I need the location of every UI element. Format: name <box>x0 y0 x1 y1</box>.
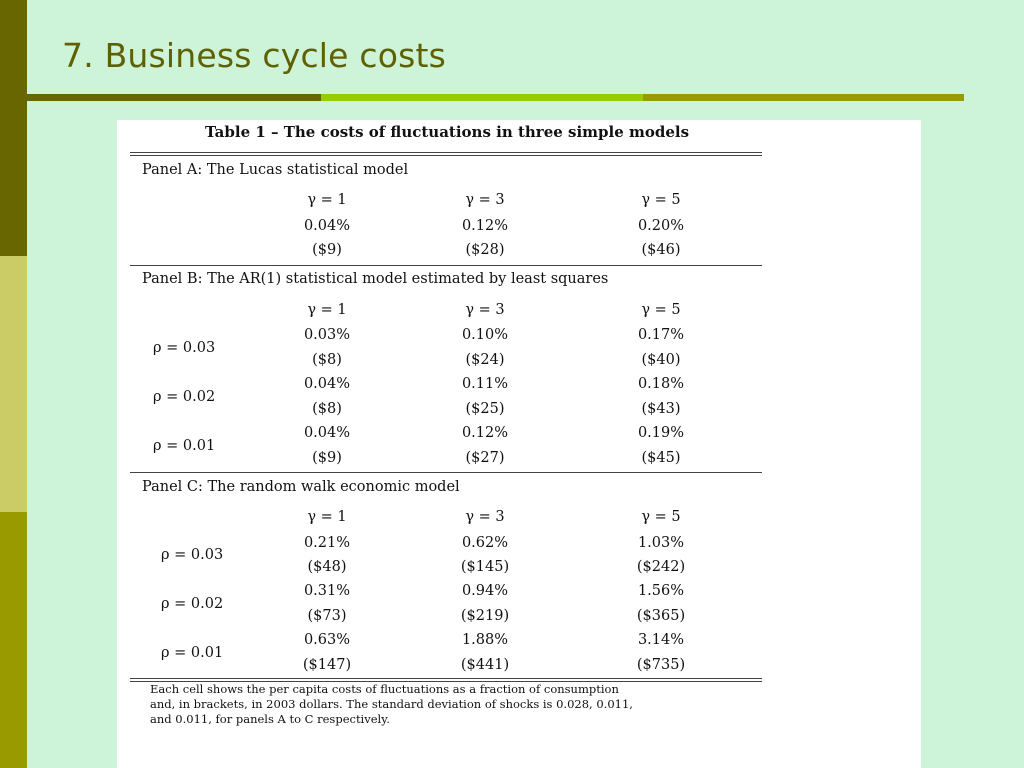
table-cell: 0.94% <box>461 583 509 599</box>
table-cell: ($28) <box>465 242 505 258</box>
table-cell: ($147) <box>302 657 352 673</box>
gamma-header: γ = 3 <box>465 192 505 208</box>
rho-label: ρ = 0.01 <box>153 438 216 454</box>
gamma-header: γ = 1 <box>307 302 347 318</box>
table-cell: 3.14% <box>637 632 685 648</box>
gamma-header: γ = 3 <box>465 302 505 318</box>
table-cell: 0.11% <box>461 376 509 392</box>
rho-label: ρ = 0.02 <box>153 389 216 405</box>
table-cell: 0.12% <box>461 218 509 234</box>
side-bar-top <box>0 0 27 256</box>
rho-label: ρ = 0.02 <box>161 596 224 612</box>
table-caption: Table 1 – The costs of fluctuations in three simple models <box>204 123 690 141</box>
table-cell: ($9) <box>312 450 342 466</box>
title-underline-dark <box>27 94 321 101</box>
title-underline-olive <box>643 94 964 101</box>
table-cell: 0.04% <box>303 376 351 392</box>
table-cell: ($25) <box>465 401 505 417</box>
table-cell: ($242) <box>636 559 686 575</box>
footnote-line: and 0.011, for panels A to C respectively. <box>150 712 390 726</box>
gamma-header: γ = 3 <box>465 509 505 525</box>
table-cell: ($46) <box>641 242 681 258</box>
table-cell: ($365) <box>636 608 686 624</box>
table-cell: 0.20% <box>637 218 685 234</box>
table-cell: ($145) <box>460 559 510 575</box>
side-bar-middle <box>0 256 27 512</box>
gamma-header: γ = 1 <box>307 192 347 208</box>
table-cell: ($73) <box>307 608 347 624</box>
table-cell: ($40) <box>641 352 681 368</box>
table-cell: 0.04% <box>303 218 351 234</box>
table-cell: ($45) <box>641 450 681 466</box>
panel-rule <box>130 265 762 266</box>
rho-label: ρ = 0.01 <box>161 645 224 661</box>
table-cell: ($441) <box>460 657 510 673</box>
panel-b-title: Panel B: The AR(1) statistical model estimated by least squares <box>142 271 609 287</box>
gamma-header: γ = 5 <box>641 509 681 525</box>
table-cell: ($8) <box>312 352 342 368</box>
table-cell: 0.18% <box>637 376 685 392</box>
table-cell: 0.63% <box>303 632 351 648</box>
table-cell: ($9) <box>312 242 342 258</box>
table-cell: 0.10% <box>461 327 509 343</box>
table-cell: 0.19% <box>637 425 685 441</box>
footnote-line: and, in brackets, in 2003 dollars. The standard deviation of shocks is 0.028, 0.011, <box>150 697 633 711</box>
table-cell: 0.31% <box>303 583 351 599</box>
gamma-header: γ = 5 <box>641 192 681 208</box>
table-footnote <box>150 682 750 727</box>
table-cell: ($24) <box>465 352 505 368</box>
footnote-line: Each cell shows the per capita costs of fluctuations as a fraction of consumption <box>150 682 619 696</box>
rho-label: ρ = 0.03 <box>153 340 216 356</box>
panel-a-title: Panel A: The Lucas statistical model <box>142 162 409 178</box>
table-cell: 0.17% <box>637 327 685 343</box>
table-cell: 0.21% <box>303 535 351 551</box>
table-cell: ($48) <box>307 559 347 575</box>
table-cell: 0.62% <box>461 535 509 551</box>
panel-rule <box>130 472 762 473</box>
table-bottom-rule <box>130 678 762 679</box>
table-cell: ($27) <box>465 450 505 466</box>
table-cell: 1.56% <box>637 583 685 599</box>
table-top-rule <box>130 155 762 156</box>
costs-table <box>117 120 921 768</box>
side-bar-bottom <box>0 512 27 768</box>
gamma-header: γ = 5 <box>641 302 681 318</box>
title-underline-lime <box>321 94 643 101</box>
table-cell: 1.88% <box>461 632 509 648</box>
rho-label: ρ = 0.03 <box>161 547 224 563</box>
table-cell: ($219) <box>460 608 510 624</box>
table-cell: 0.12% <box>461 425 509 441</box>
table-cell: 0.04% <box>303 425 351 441</box>
gamma-header: γ = 1 <box>307 509 347 525</box>
table-top-rule <box>130 152 762 153</box>
panel-c-title: Panel C: The random walk economic model <box>142 479 460 495</box>
table-cell: 0.03% <box>303 327 351 343</box>
table-cell: ($43) <box>641 401 681 417</box>
table-cell: ($735) <box>636 657 686 673</box>
table-cell: 1.03% <box>637 535 685 551</box>
table-cell: ($8) <box>312 401 342 417</box>
slide-title: 7. Business cycle costs <box>62 36 447 75</box>
